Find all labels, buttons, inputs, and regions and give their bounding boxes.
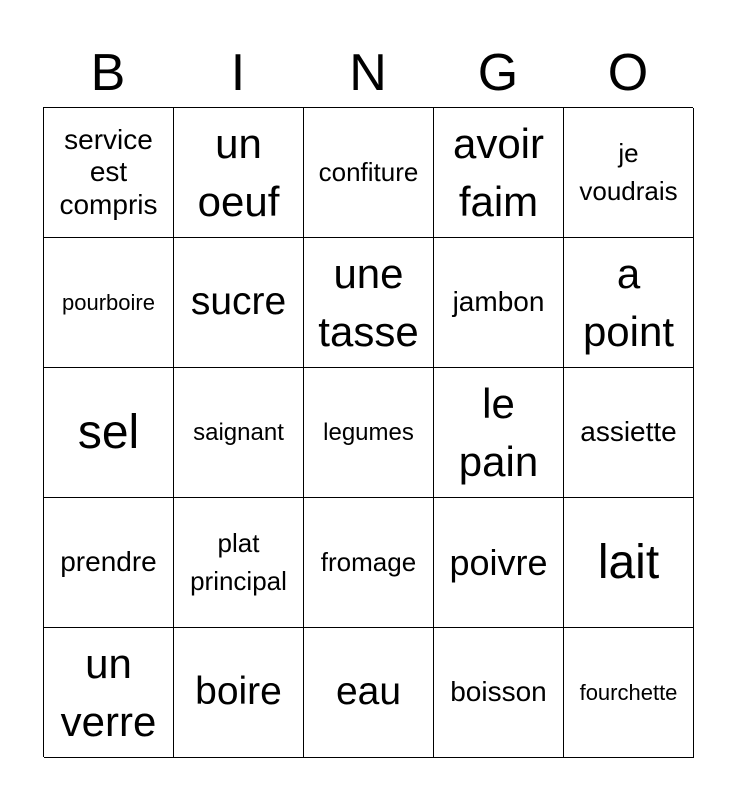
cell-text: pourboire — [62, 289, 155, 315]
header-letter-b: B — [90, 44, 126, 102]
header-letter-i: I — [230, 44, 246, 102]
cell-text: boire — [195, 670, 282, 714]
bingo-cell[interactable] — [434, 628, 564, 758]
cell-text: lait — [597, 535, 660, 589]
bingo-cell[interactable] — [174, 368, 304, 498]
bingo-cell[interactable] — [564, 498, 694, 628]
cell-text: avoir faim — [452, 119, 545, 225]
header-letter-o: O — [607, 44, 649, 102]
bingo-cell[interactable] — [564, 368, 694, 498]
cell-text: un verre — [60, 639, 157, 745]
bingo-cell[interactable] — [434, 238, 564, 368]
bingo-cell[interactable] — [44, 498, 174, 628]
cell-text: service est compris — [59, 124, 158, 220]
bingo-cell[interactable] — [434, 108, 564, 238]
cell-text: sel — [77, 405, 140, 459]
cell-text: confiture — [318, 156, 419, 187]
cell-text: le pain — [458, 379, 539, 485]
bingo-cell[interactable] — [434, 368, 564, 498]
bingo-cell[interactable] — [304, 108, 434, 238]
cell-text: legumes — [323, 418, 414, 446]
cell-text: fourchette — [579, 679, 678, 705]
cell-text: un oeuf — [197, 119, 280, 225]
bingo-cell[interactable] — [564, 238, 694, 368]
bingo-cell[interactable] — [44, 368, 174, 498]
bingo-cell[interactable] — [44, 108, 174, 238]
cell-text: fromage — [320, 546, 417, 577]
bingo-cell[interactable] — [174, 108, 304, 238]
cell-text: saignant — [193, 418, 284, 446]
bingo-cell[interactable] — [564, 108, 694, 238]
cell-text: une tasse — [318, 249, 419, 355]
cell-text: sucre — [190, 280, 287, 324]
header-letter-n: N — [349, 44, 387, 102]
bingo-cell[interactable] — [434, 498, 564, 628]
bingo-cell[interactable] — [304, 498, 434, 628]
cell-text: a point — [582, 249, 675, 355]
bingo-cell[interactable] — [174, 238, 304, 368]
bingo-header — [43, 44, 693, 102]
bingo-card-grid — [43, 107, 693, 757]
cell-text: prendre — [60, 546, 157, 578]
header-letter-g: G — [477, 44, 519, 102]
cell-text: je voudrais — [579, 137, 678, 206]
cell-text: eau — [335, 670, 402, 714]
bingo-cell[interactable] — [304, 628, 434, 758]
bingo-cell[interactable] — [174, 498, 304, 628]
bingo-cell[interactable] — [304, 368, 434, 498]
cell-text: jambon — [452, 286, 545, 318]
bingo-cell[interactable] — [44, 628, 174, 758]
bingo-cell[interactable] — [304, 238, 434, 368]
cell-text: plat principal — [190, 527, 287, 596]
cell-text: boisson — [450, 676, 547, 708]
bingo-cell[interactable] — [564, 628, 694, 758]
cell-text: assiette — [580, 416, 677, 448]
cell-text: poivre — [449, 541, 548, 583]
bingo-cell[interactable] — [44, 238, 174, 368]
bingo-cell[interactable] — [174, 628, 304, 758]
